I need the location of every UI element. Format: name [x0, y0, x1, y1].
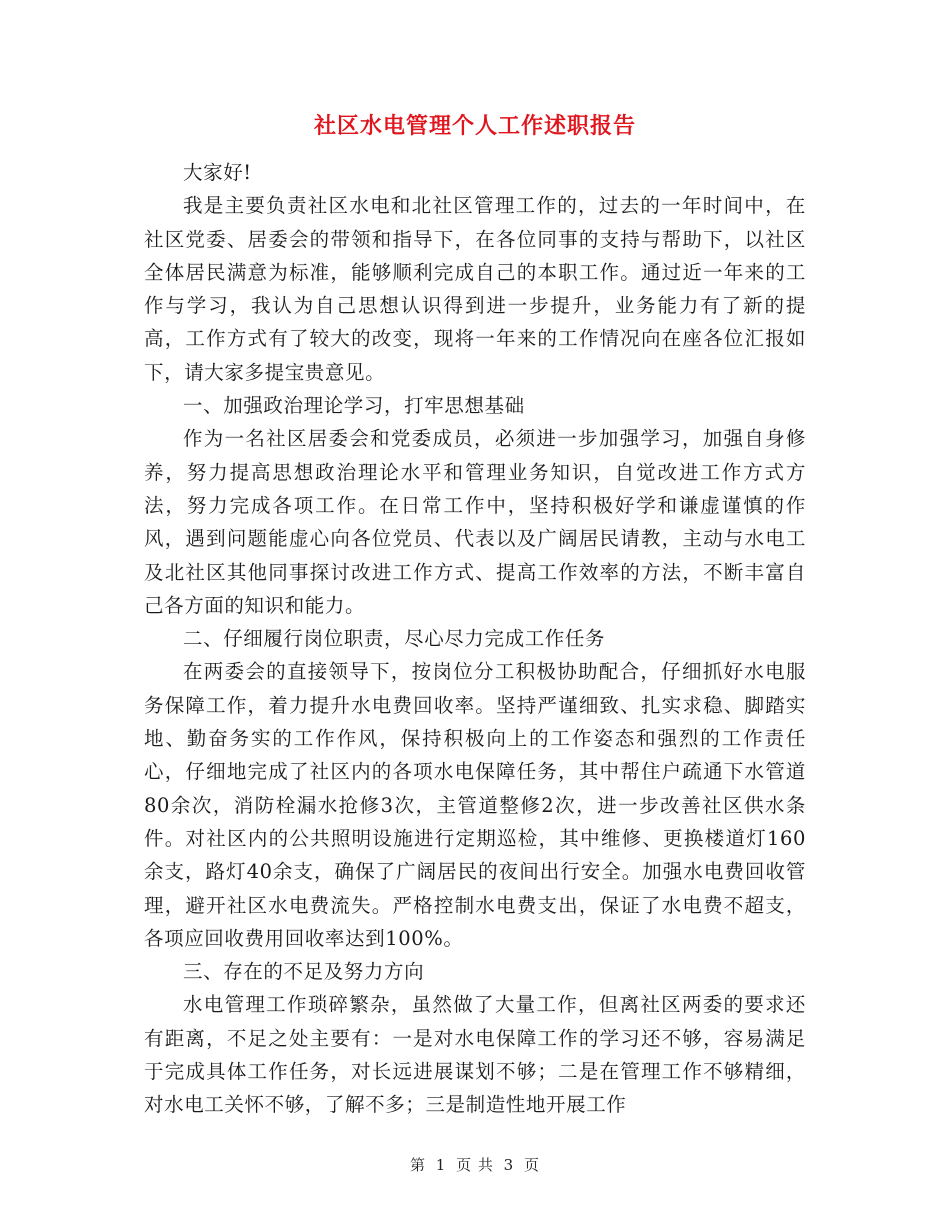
- section-heading-1: 一、加强政治理论学习，打牢思想基础: [183, 394, 525, 418]
- footer-mid: 页 共: [456, 1156, 494, 1174]
- section-heading-3: 三、存在的不足及努力方向: [183, 960, 425, 984]
- section-heading-2: 二、仔细履行岗位职责，尽心尽力完成工作任务: [183, 627, 606, 651]
- page-footer: [0, 1150, 950, 1180]
- footer-page-number: 1: [435, 1156, 447, 1174]
- section-3-paragraph: 水电管理工作琐碎繁杂，虽然做了大量工作，但离社区两委的要求还有距离，不足之处主要有：一是对水电保障工作的学习还不够，容易满足于完成具体工作任务，对长远进展谋划不够；二是在管理工作不够精细，对水电工关怀不够，了解不多；三是制造性地开展工作: [144, 993, 806, 1117]
- document-body: [144, 156, 806, 1122]
- greeting-paragraph: 大家好!: [183, 161, 252, 184]
- footer-total-pages: 3: [503, 1156, 515, 1174]
- section-1-paragraph: 作为一名社区居委会和党委成员，必须进一步加强学习，加强自身修养，努力提高思想政治理论水平和管理业务知识，自觉改进工作方式方法，努力完成各项工作。在日常工作中，坚持积极好学和谦虚谨慎的作风，遇到问题能虚心向各位党员、代表以及广阔居民请教，主动与水电工及北社区其他同事探讨改进工作方式、提高工作效率的方法，不断丰富自己各方面的知识和能力。: [144, 427, 806, 617]
- document-title: 社区水电管理个人工作述职报告: [313, 113, 636, 139]
- footer-prefix: 第: [409, 1156, 426, 1174]
- footer-suffix: 页: [524, 1156, 541, 1174]
- intro-paragraph: 我是主要负责社区水电和北社区管理工作的，过去的一年时间中，在社区党委、居委会的带领和指导下，在各位同事的支持与帮助下，以社区全体居民满意为标准，能够顺利完成自己的本职工作。通过近一年来的工作与学习，我认为自己思想认识得到进一步提升，业务能力有了新的提高，工作方式有了较大的改变，现将一年来的工作情况向在座各位汇报如下，请大家多提宝贵意见。: [144, 194, 806, 384]
- section-2-paragraph: 在两委会的直接领导下，按岗位分工积极协助配合，仔细抓好水电服务保障工作，着力提升水电费回收率。坚持严谨细致、扎实求稳、脚踏实地、勤奋务实的工作作风，保持积极向上的工作姿态和强烈的工作责任心，仔细地完成了社区内的各项水电保障任务，其中帮住户疏通下水管道80余次，消防栓漏水抢修3次，主管道整修2次，进一步改善社区供水条件。对社区内的公共照明设施进行定期巡检，其中维修、更换楼道灯160余支，路灯40余支，确保了广阔居民的夜间出行安全。加强水电费回收管理，避开社区水电费流失。严格控制水电费支出，保证了水电费不超支，各项应回收费用回收率达到100%。: [144, 660, 806, 950]
